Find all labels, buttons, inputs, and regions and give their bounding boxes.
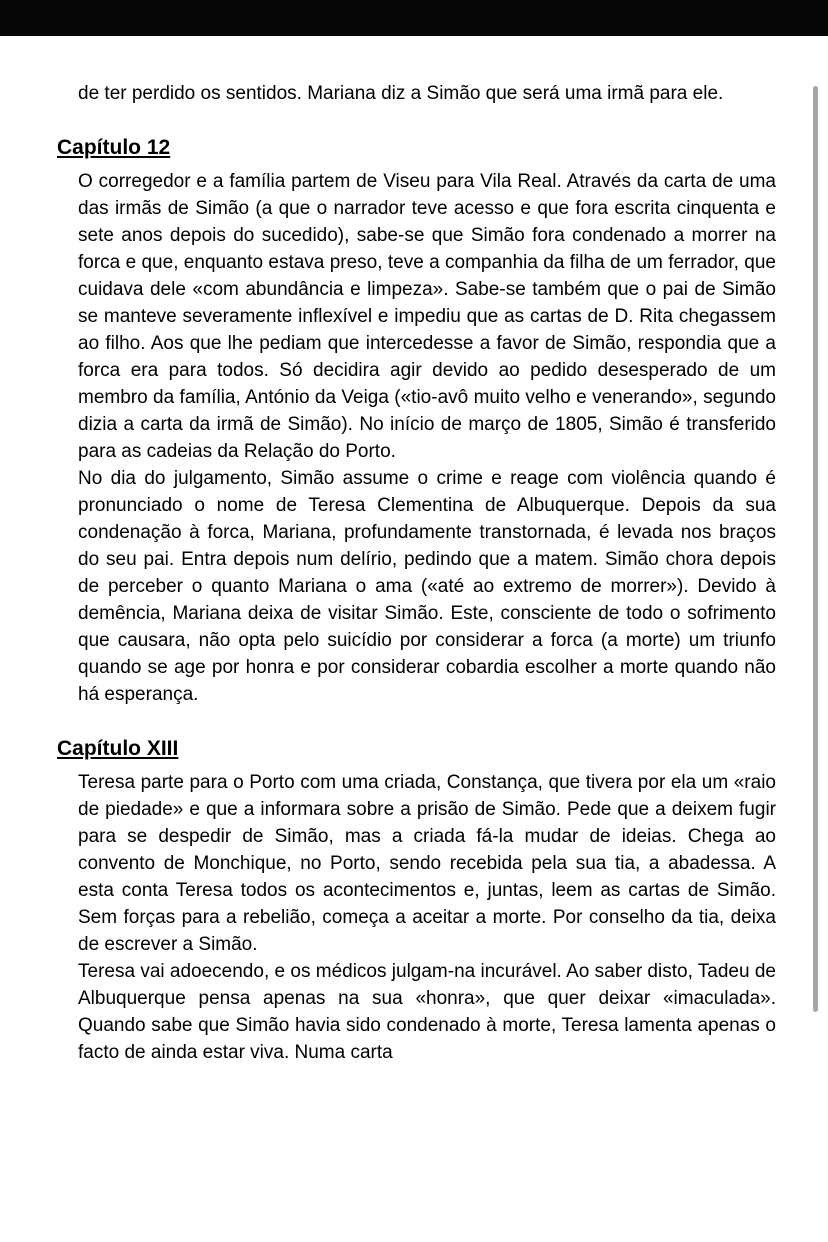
section-heading-capitulo-xiii: Capítulo XIII	[57, 737, 179, 760]
paragraph: No dia do julgamento, Simão assume o crime e reage com violência quando é pronunciado o nome de Teresa Clementina de Albuquerque. Depois da sua condenação à forca, Mariana, profundamente transtornada, é levada nos braços do seu pai. Entra depois num delírio, pedindo que a matem. Simão chora depois de perceber o quanto Mariana o ama («até ao extremo de morrer»). Devido à demência, Mariana deixa de visitar Simão. Este, consciente de todo o sofrimento que causara, não opta pelo suicídio por considerar a forca (a morte) um triunfo quando se age por honra e por considerar cobardia escolher a morte quando não há esperança.	[78, 468, 776, 705]
paragraph: O corregedor e a família partem de Viseu para Vila Real. Através da carta de uma das irmãs de Simão (a que o narrador teve acesso e que fora escrita cinquenta e sete anos depois do sucedido), sabe-se que Simão fora condenado a morrer na forca e que, enquanto estava preso, teve a companhia da filha de um ferrador, que cuidava dele «com abundância e limpeza». Sabe-se também que o pai de Simão se manteve severamente inflexível e impediu que as cartas de D. Rita chegassem ao filho. Aos que lhe pediam que intercedesse a favor de Simão, respondia que a forca era para todos. Só decidira agir devido ao pedido desesperado de um membro da família, António da Veiga («tio-avô muito velho e venerando», segundo dizia a carta da irmã de Simão). No início de março de 1805, Simão é transferido para as cadeias da Relação do Porto.	[78, 171, 776, 462]
document-content	[0, 36, 828, 1066]
section-heading-capitulo-12: Capítulo 12	[57, 136, 171, 159]
top-bar	[0, 0, 828, 36]
document-page	[0, 36, 828, 1066]
paragraph: Teresa parte para o Porto com uma criada, Constança, que tivera por ela um «raio de piedade» e que a informara sobre a prisão de Simão. Pede que a deixem fugir para se despedir de Simão, mas a criada fá-la mudar de ideias. Chega ao convento de Monchique, no Porto, sendo recebida pela sua tia, a abadessa. A esta conta Teresa todos os acontecimentos e, juntas, leem as cartas de Simão. Sem forças para a rebelião, começa a aceitar a morte. Por conselho da tia, deixa de escrever a Simão.	[78, 772, 776, 955]
paragraph: Teresa vai adoecendo, e os médicos julgam-na incurável. Ao saber disto, Tadeu de Albuquerque pensa apenas na sua «honra», que quer deixar «imaculada». Quando sabe que Simão havia sido condenado à morte, Teresa lamenta apenas o facto de ainda estar viva. Numa carta	[78, 961, 776, 1063]
scrollbar-thumb[interactable]	[813, 86, 818, 1012]
paragraph-continuation: de ter perdido os sentidos. Mariana diz a Simão que será uma irmã para ele.	[78, 83, 724, 104]
